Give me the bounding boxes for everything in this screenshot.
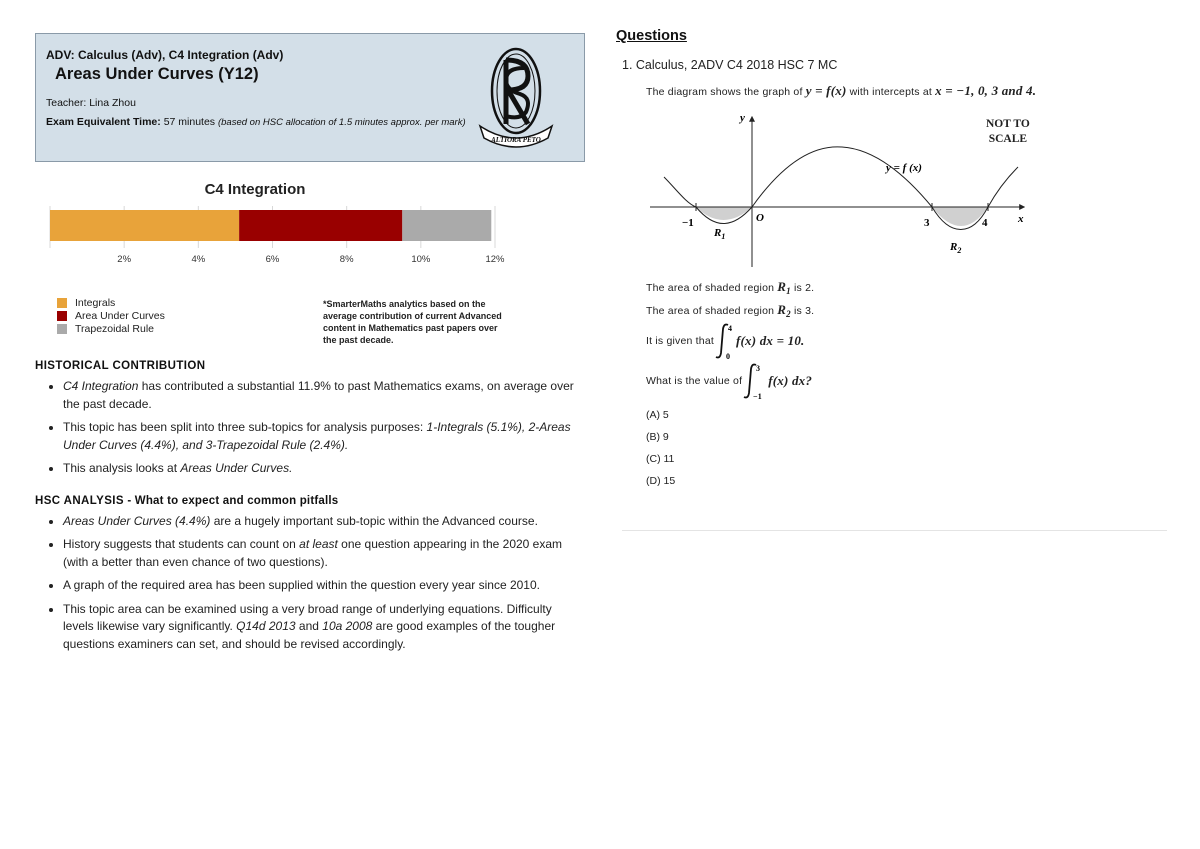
page-title: Areas Under Curves (Y12) xyxy=(55,65,259,83)
question-1-label: 1. Calculus, 2ADV C4 2018 HSC 7 MC xyxy=(622,58,838,72)
area-text: is 3. xyxy=(790,305,815,318)
chart-tick-label: 4% xyxy=(191,254,206,265)
legend-label-trapezoidal: Trapezoidal Rule xyxy=(75,322,154,335)
chart-tick-label: 12% xyxy=(485,254,505,265)
ask-expression: f(x) dx? xyxy=(768,373,813,389)
area-r-symbol: R xyxy=(777,302,787,318)
not-to-scale-line1: NOT TO xyxy=(986,118,1030,130)
list-item-text: has contributed a substantial 11.9% to past Mathematics exams, on average over the past decade. xyxy=(63,379,574,411)
questions-heading: Questions xyxy=(616,28,687,44)
historical-list xyxy=(35,378,585,478)
intro-math-intercepts: x = −1, 0, 3 and 4. xyxy=(935,83,1037,98)
option-d[interactable]: (D) 15 xyxy=(646,475,676,488)
chart-tick-label: 8% xyxy=(339,254,354,265)
list-item-text: History suggests that students can count on xyxy=(63,537,300,551)
exam-time-value: 57 minutes xyxy=(163,116,216,128)
area-r-subscript: 2 xyxy=(786,309,791,320)
area-r2-statement xyxy=(646,302,1168,319)
integral-upper-limit: 3 xyxy=(756,364,761,374)
legend-swatch-trapezoidal xyxy=(57,324,67,334)
analytics-note: *SmarterMaths analytics based on the average contribution of current Advanced content in Mathematics past papers over the past decade. xyxy=(323,299,502,345)
area-r-symbol: R xyxy=(777,279,787,294)
integral-upper-limit: 4 xyxy=(727,324,733,334)
chart-legend xyxy=(57,296,165,335)
list-item-text: This topic area can be examined using a very broad range of underlying equations. Difficulty levels likewise vary significantly. xyxy=(63,601,552,633)
list-item-emphasis: Areas Under Curves (4.4%) xyxy=(63,513,211,528)
tick-label-4: 4 xyxy=(982,217,988,229)
given-expression: f(x) dx = 10. xyxy=(735,333,805,349)
list-item-text: are good examples of the tougher questions examiners can set, and should be revised accordingly. xyxy=(63,619,556,651)
list-item-emphasis: 1-Integrals (5.1%), 2-Areas Under Curves (4.4%), and 3-Trapezoidal Rule (2.4%). xyxy=(63,420,571,452)
integral-lower-limit: 0 xyxy=(725,352,731,362)
list-item-text: A graph of the required area has been supplied within the question every year since 2010. xyxy=(63,578,540,592)
list-item-text: are a hugely important sub-topic within the Advanced course. xyxy=(210,513,538,528)
area-text: The area of shaded region xyxy=(646,305,778,318)
region-r2-shading xyxy=(932,207,988,226)
curve-label: y = f (x) xyxy=(886,162,922,174)
topic-header-box xyxy=(35,33,585,162)
section-divider xyxy=(622,530,1167,531)
x-axis-label: x xyxy=(1018,213,1024,225)
option-b[interactable]: (B) 9 xyxy=(646,431,669,444)
area-text: is 2. xyxy=(790,282,815,294)
teacher-name: Lina Zhou xyxy=(89,97,136,109)
not-to-scale-label xyxy=(986,117,1030,147)
ask-integral-statement xyxy=(646,361,1168,401)
list-item-text: and xyxy=(295,619,323,633)
tick-label-neg1: −1 xyxy=(682,217,694,229)
hsc-list xyxy=(35,513,585,654)
area-text: The area of shaded region xyxy=(646,282,778,294)
chart-tick-label: 2% xyxy=(117,254,132,265)
given-integral-statement xyxy=(646,321,1168,361)
option-c[interactable]: (C) 11 xyxy=(646,453,675,466)
y-axis-label: y xyxy=(740,112,745,124)
intro-text: with intercepts at xyxy=(846,86,936,98)
list-item xyxy=(63,577,585,595)
area-r-subscript: 1 xyxy=(786,286,791,297)
region-r2-label: $R_2$ xyxy=(950,241,962,255)
historical-heading: HISTORICAL CONTRIBUTION xyxy=(35,360,206,372)
region-r1-shading xyxy=(696,207,752,220)
exam-time-label: Exam Equivalent Time: xyxy=(46,116,161,128)
intro-math-function: y = f(x) xyxy=(805,83,847,98)
exam-time-note: (based on HSC allocation of 1.5 minutes approx. per mark) xyxy=(217,117,466,128)
list-item-emphasis: C4 Integration xyxy=(63,379,139,393)
legend-swatch-integrals xyxy=(57,298,67,308)
list-item-emphasis: 10a 2008 xyxy=(322,619,373,633)
svg-text:ALTIORA PETO: ALTIORA PETO xyxy=(491,136,541,144)
answer-options xyxy=(646,409,1168,497)
legend-swatch-area xyxy=(57,311,67,321)
chart-bar-area-under-curves xyxy=(239,210,402,241)
integral-sign-icon xyxy=(714,321,736,361)
graph-canvas xyxy=(646,109,1036,269)
list-item-text: This topic has been split into three sub-topics for analysis purposes: xyxy=(63,420,427,434)
list-item-emphasis: at least xyxy=(299,537,338,551)
list-item-text: This analysis looks at xyxy=(63,461,181,475)
ask-text: What is the value of xyxy=(646,375,743,388)
hsc-heading-rest: - What to expect and common pitfalls xyxy=(123,494,339,507)
integral-lower-limit: −1 xyxy=(753,392,763,402)
list-item-emphasis: Q14d 2013 xyxy=(236,619,296,633)
region-r1-label: $R_1$ xyxy=(714,227,726,241)
integral-sign-icon xyxy=(742,361,768,401)
intro-text: The diagram shows the graph of xyxy=(646,86,806,98)
exam-time-line xyxy=(46,115,476,130)
function-graph xyxy=(646,109,1036,269)
list-item xyxy=(63,601,585,654)
list-item-text: one question appearing in the 2020 exam (with a better than even chance of two questions). xyxy=(63,537,563,569)
legend-item-integrals xyxy=(57,296,165,309)
left-column xyxy=(35,33,585,659)
list-item xyxy=(63,378,585,413)
legend-item-area xyxy=(57,309,165,322)
right-column xyxy=(616,28,1168,497)
list-item xyxy=(63,513,585,531)
chart-title: C4 Integration xyxy=(204,181,306,198)
course-label: ADV: Calculus (Adv), C4 Integration (Adv) xyxy=(46,48,284,62)
legend-label-area: Area Under Curves xyxy=(75,309,165,322)
list-item-emphasis: Areas Under Curves. xyxy=(180,461,293,475)
list-item xyxy=(63,419,585,454)
given-text: It is given that xyxy=(646,335,714,348)
list-item xyxy=(63,536,585,571)
legend-item-trapezoidal xyxy=(57,322,165,335)
chart-tick-label: 10% xyxy=(411,254,431,265)
school-crest-icon xyxy=(476,46,556,151)
teacher-label: Teacher: xyxy=(46,97,87,109)
chart-tick-label: 6% xyxy=(265,254,280,265)
question-intro xyxy=(646,83,1168,99)
chart-bar-trapezoidal-rule xyxy=(402,210,491,241)
contribution-chart xyxy=(35,198,585,348)
list-item xyxy=(63,460,585,478)
tick-label-3: 3 xyxy=(924,217,930,229)
chart-canvas xyxy=(45,206,515,291)
area-r1-statement xyxy=(646,279,1168,296)
hsc-heading-bold: HSC ANALYSIS xyxy=(35,494,124,507)
option-a[interactable]: (A) 5 xyxy=(646,409,669,422)
origin-label: O xyxy=(756,212,764,224)
chart-bar-integrals xyxy=(50,210,239,241)
not-to-scale-line2: SCALE xyxy=(988,133,1028,145)
legend-label-integrals: Integrals xyxy=(75,296,116,309)
hsc-analysis-heading xyxy=(35,495,585,507)
